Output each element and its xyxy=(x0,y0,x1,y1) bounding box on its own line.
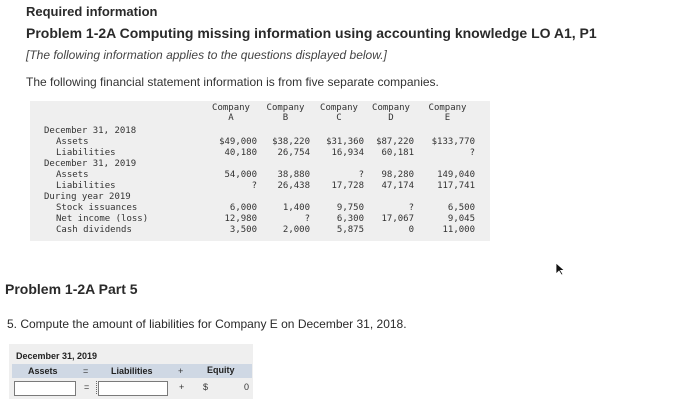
required-information-heading: Required information xyxy=(26,4,158,19)
company-letter: E xyxy=(444,113,451,123)
row-label-cash-dividends: Cash dividends xyxy=(56,225,132,235)
mouse-cursor-icon xyxy=(555,262,567,281)
question-text: 5. Compute the amount of liabilities for Company E on December 31, 2018. xyxy=(7,317,407,331)
cell-e-cash-dividends: 11,000 xyxy=(442,225,475,235)
row-label-during-2019: During year 2019 xyxy=(44,192,131,202)
row-plus-sign: + xyxy=(179,382,185,392)
instructions-note: [The following information applies to the questions displayed below.] xyxy=(26,48,387,62)
part-title: Problem 1-2A Part 5 xyxy=(5,281,138,297)
company-label: Company xyxy=(212,103,250,113)
row-label-liabilities-2019: Liabilities xyxy=(56,181,116,191)
row-label-assets-2019: Assets xyxy=(56,170,89,180)
row-label-liabilities-2018: Liabilities xyxy=(56,148,116,158)
cell-d-stock-issuances: ? xyxy=(408,203,414,213)
company-letter: D xyxy=(388,113,394,123)
cell-e-liabilities-2019: 117,741 xyxy=(437,181,475,191)
assets-column-header: Assets xyxy=(28,366,58,376)
cell-c-liabilities-2019: 17,728 xyxy=(331,181,364,191)
cell-c-stock-issuances: 9,750 xyxy=(336,203,364,213)
equation-date: December 31, 2019 xyxy=(16,351,98,361)
cell-a-cash-dividends: 3,500 xyxy=(229,225,257,235)
company-e-header xyxy=(420,103,475,123)
row-label-assets-2018: Assets xyxy=(56,137,89,147)
cell-a-liabilities-2019: ? xyxy=(251,181,257,191)
header-plus-sign: + xyxy=(178,366,184,376)
cell-b-assets-2018: $38,220 xyxy=(272,137,310,147)
company-label: Company xyxy=(428,103,467,113)
cell-d-liabilities-2018: 60,181 xyxy=(381,148,414,158)
equity-column-header: Equity xyxy=(207,365,235,375)
cell-d-net-income: 17,067 xyxy=(381,214,414,224)
cell-b-stock-issuances: 1,400 xyxy=(282,203,310,213)
problem-title: Problem 1-2A Computing missing information using accounting knowledge LO A1, P1 xyxy=(26,25,597,41)
cell-a-net-income: 12,980 xyxy=(224,214,257,224)
header-equals-sign: = xyxy=(83,366,89,376)
cell-a-stock-issuances: 6,000 xyxy=(229,203,257,213)
cell-e-assets-2019: 149,040 xyxy=(437,170,475,180)
company-label: Company xyxy=(266,103,305,113)
equity-value: 0 xyxy=(244,382,250,392)
company-d-header xyxy=(368,103,414,123)
cell-a-assets-2018: $49,000 xyxy=(219,137,257,147)
cell-a-assets-2019: 54,000 xyxy=(224,170,257,180)
company-letter: A xyxy=(228,113,234,123)
cell-e-net-income: 9,045 xyxy=(447,214,475,224)
cell-c-net-income: 6,300 xyxy=(336,214,364,224)
company-letter: C xyxy=(336,113,342,123)
company-a-header xyxy=(205,103,257,123)
company-b-header xyxy=(261,103,310,123)
cell-a-liabilities-2018: 40,180 xyxy=(224,148,257,158)
company-label: Company xyxy=(320,103,358,113)
cell-e-assets-2018: $133,770 xyxy=(431,137,475,147)
assets-input[interactable] xyxy=(14,381,76,396)
row-label-net-income: Net income (loss) xyxy=(56,214,149,224)
company-label: Company xyxy=(372,103,410,113)
cell-e-liabilities-2018: ? xyxy=(469,148,475,158)
cell-b-assets-2019: 38,880 xyxy=(277,170,310,180)
row-label-dec-2019: December 31, 2019 xyxy=(44,159,137,169)
cell-d-cash-dividends: 0 xyxy=(408,225,414,235)
cell-d-assets-2019: 98,280 xyxy=(381,170,414,180)
cell-c-cash-dividends: 5,875 xyxy=(336,225,364,235)
row-equals-sign: = xyxy=(84,382,90,392)
cell-d-assets-2018: $87,220 xyxy=(376,137,414,147)
cell-c-assets-2019: ? xyxy=(358,170,364,180)
cell-b-liabilities-2019: 26,438 xyxy=(277,181,310,191)
cell-d-liabilities-2019: 47,174 xyxy=(381,181,414,191)
cell-b-liabilities-2018: 26,754 xyxy=(277,148,310,158)
intro-text: The following financial statement information is from five separate companies. xyxy=(26,75,439,89)
cell-b-net-income: ? xyxy=(304,214,310,224)
liabilities-input[interactable] xyxy=(98,381,168,396)
row-label-dec-2018: December 31, 2018 xyxy=(44,126,137,136)
cell-b-cash-dividends: 2,000 xyxy=(282,225,310,235)
currency-symbol: $ xyxy=(203,382,209,392)
cell-c-assets-2018: $31,360 xyxy=(326,137,364,147)
company-letter: B xyxy=(282,113,289,123)
row-label-stock-issuances: Stock issuances xyxy=(56,203,138,213)
cell-c-liabilities-2018: 16,934 xyxy=(331,148,364,158)
liabilities-divider xyxy=(96,381,97,394)
cell-e-stock-issuances: 6,500 xyxy=(447,203,475,213)
liabilities-column-header: Liabilities xyxy=(111,366,153,376)
company-c-header xyxy=(314,103,364,123)
